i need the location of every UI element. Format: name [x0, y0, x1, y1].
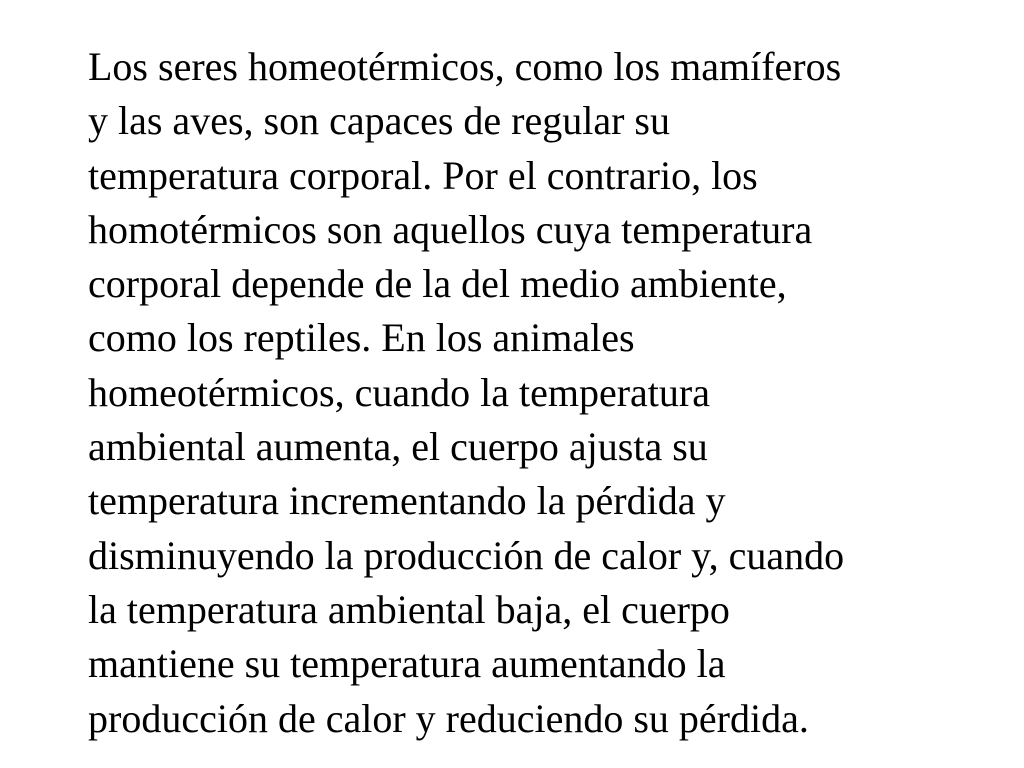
- paragraph-line: homotérmicos son aquellos cuya temperatura: [88, 206, 813, 252]
- paragraph-line: temperatura corporal. Por el contrario, los: [88, 152, 758, 198]
- paragraph-line: ambiental aumenta, el cuerpo ajusta su: [88, 424, 708, 470]
- paragraph-line: y las aves, son capaces de regular su: [88, 98, 670, 144]
- paragraph-line: Los seres homeotérmicos, como los mamíferos: [88, 44, 842, 89]
- paragraph-line: mantiene su temperatura aumentando la: [88, 641, 726, 687]
- paragraph-line: producción de calor y reduciendo su pérdida.: [88, 695, 809, 741]
- paragraph-line: la temperatura ambiental baja, el cuerpo: [88, 586, 730, 632]
- paragraph-line: disminuyendo la producción de calor y, cuando: [88, 532, 845, 578]
- paragraph-line: como los reptiles. En los animales: [88, 315, 635, 361]
- paragraph-line: homeotérmicos, cuando la temperatura: [88, 369, 710, 415]
- paragraph-line: corporal depende de la del medio ambiente,: [88, 261, 787, 307]
- body-paragraph: [88, 40, 988, 746]
- paragraph-line: temperatura incrementando la pérdida y: [88, 478, 726, 524]
